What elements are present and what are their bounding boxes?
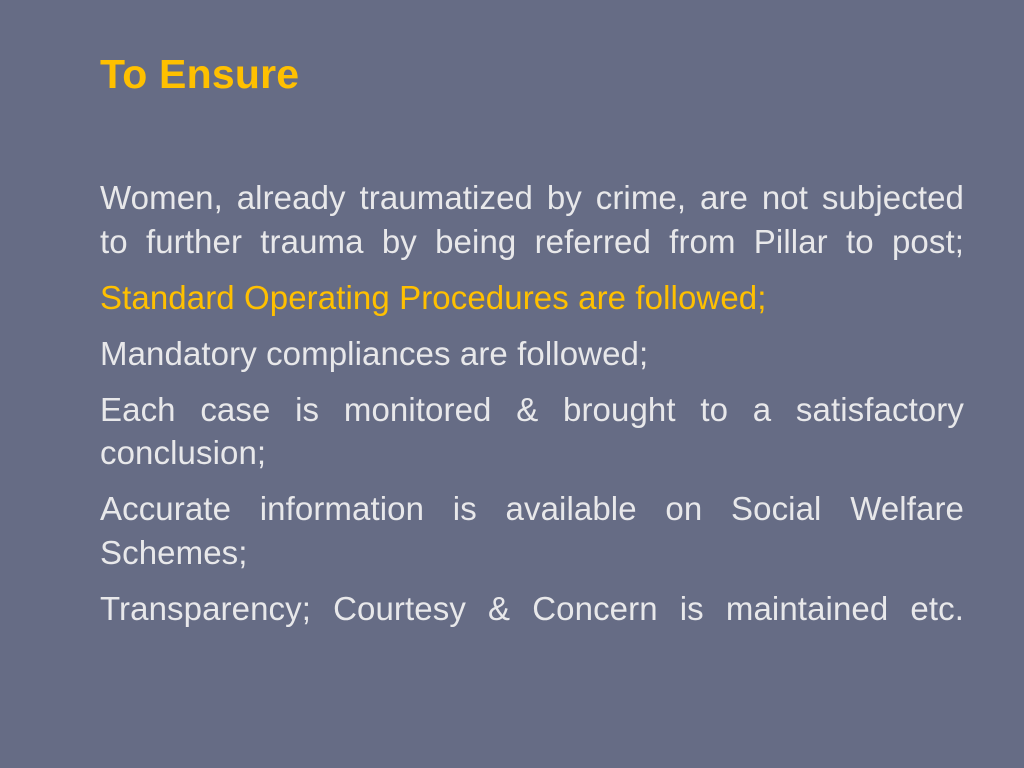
body-paragraph-5: Accurate information is available on Social Welfare Schemes; — [100, 490, 964, 572]
body-paragraph-3: Mandatory compliances are followed; — [100, 334, 649, 372]
body-paragraph-1: Women, already traumatized by crime, are not subjected to further trauma by being referred from Pillar to post; — [100, 179, 964, 260]
slide-body — [100, 176, 964, 631]
body-paragraph-4: Each case is monitored & brought to a satisfactory conclusion; — [100, 390, 964, 472]
page-title: To Ensure — [100, 51, 300, 97]
body-paragraph-6: Transparency; Courtesy & Concern is maintained etc. — [100, 590, 964, 627]
body-paragraph-2: Standard Operating Procedures are followed; — [100, 278, 767, 316]
